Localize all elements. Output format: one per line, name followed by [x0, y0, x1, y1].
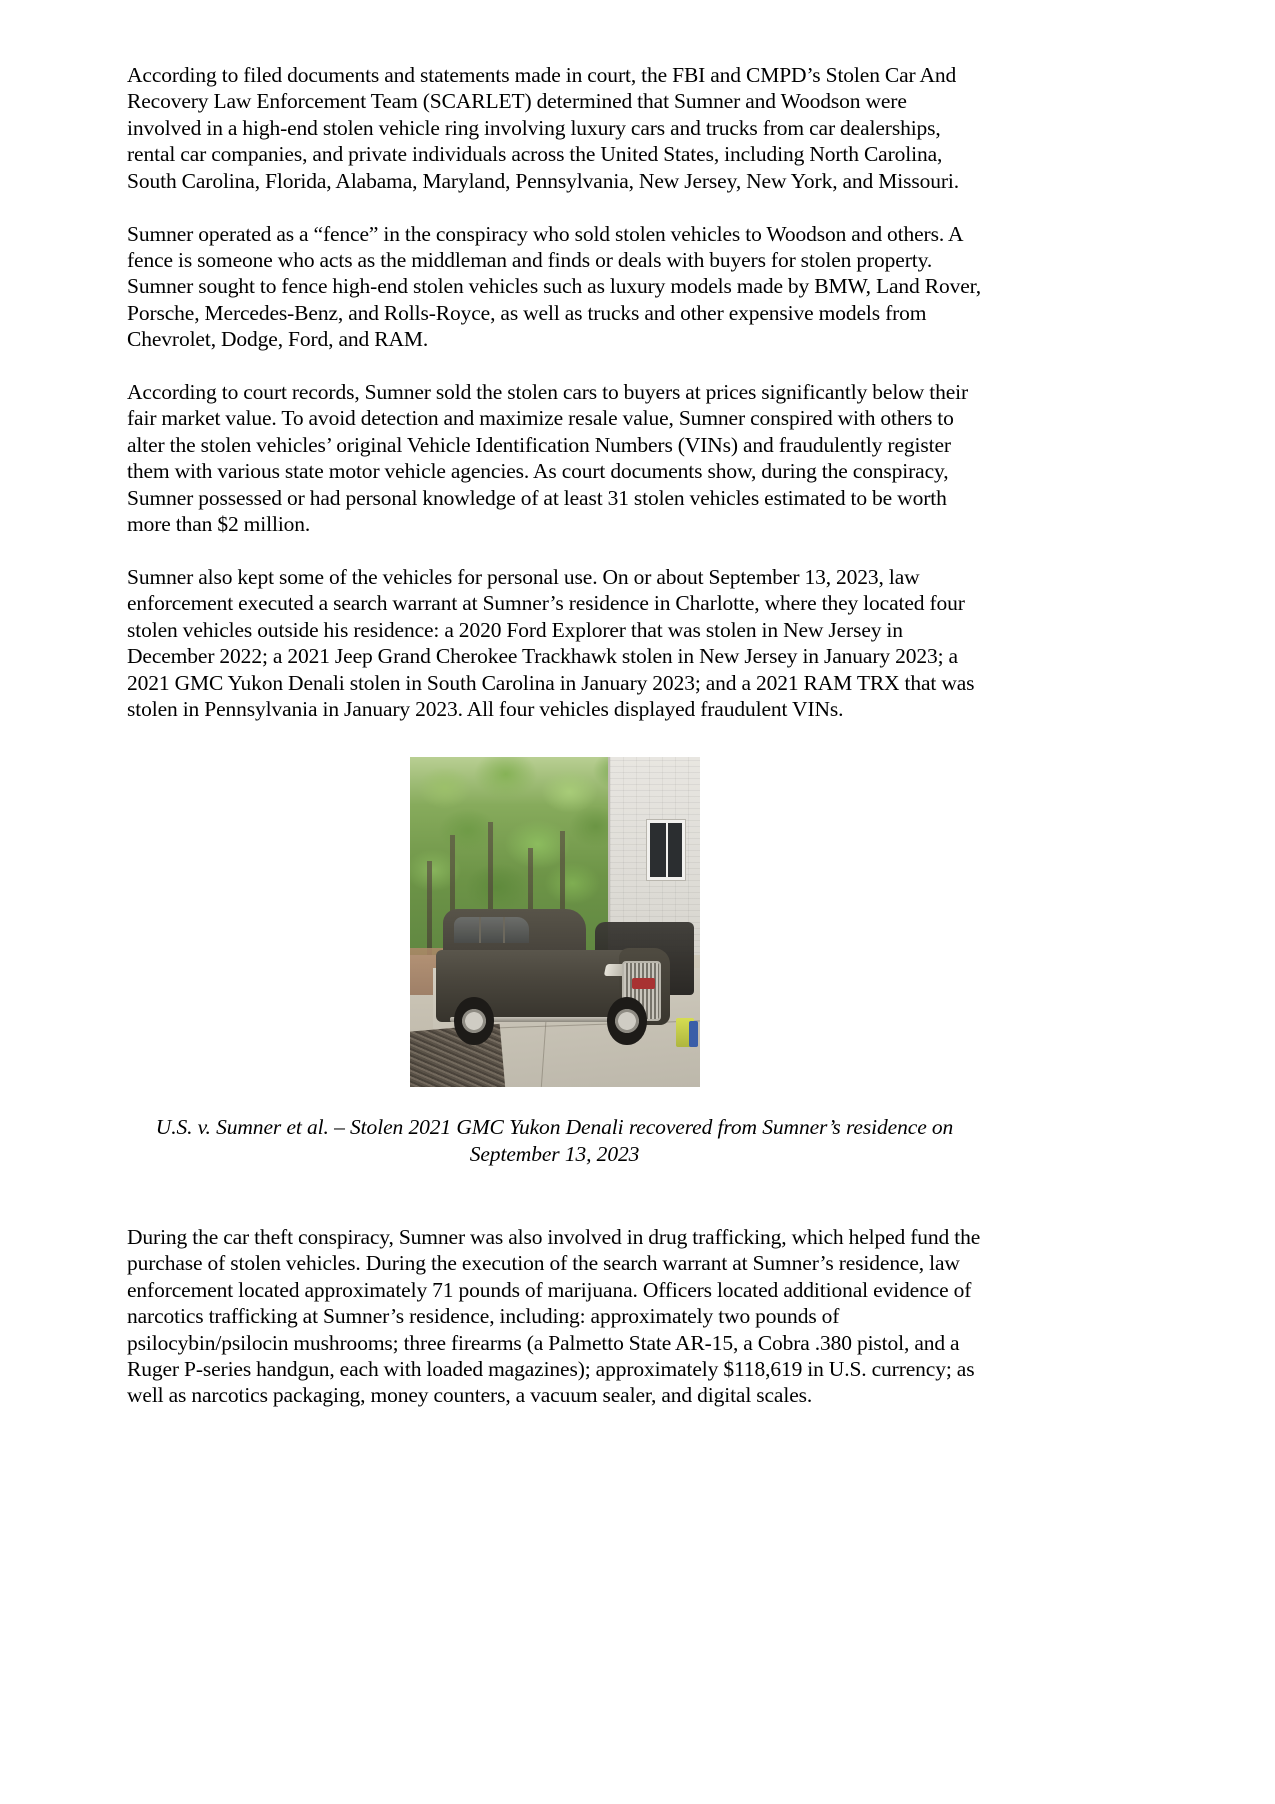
rear-wheel — [454, 997, 493, 1044]
figure-bottom-spacer — [127, 1168, 982, 1224]
paragraph-4: Sumner also kept some of the vehicles for personal use. On or about September 13, 2023, law enforcement executed a search warrant at Sumner’s residence in Charlotte, where they located four stolen vehicles outside his residence: a 2020 Ford Explorer that was stolen in New Jersey in December 2022; a 2021 Jeep Grand Cherokee Trackhawk stolen in New Jersey in January 2023; a 2021 GMC Yukon Denali stolen in South Carolina in January 2023; and a 2021 RAM TRX that was stolen in Pennsylvania in January 2023. All four vehicles displayed fraudulent VINs. — [127, 565, 975, 722]
house-window — [647, 820, 685, 880]
suv-windows — [454, 917, 529, 943]
evidence-photo — [410, 757, 700, 1087]
paragraph-3: According to court records, Sumner sold the stolen cars to buyers at prices significantly below their fair market value. To avoid detection and maximize resale value, Sumner conspired with others to alter the stolen vehicles’ original Vehicle Identification Numbers (VINs) and fraudulently register them with various state motor vehicle agencies. As court documents show, during the conspiracy, Sumner possessed or had personal knowledge of at least 31 stolen vehicles estimated to be worth more than $2 million. — [127, 380, 969, 537]
figure-caption: U.S. v. Sumner et al. – Stolen 2021 GMC Yukon Denali recovered from Sumner’s residence on September 13, 2023 — [155, 1114, 954, 1166]
figure-block — [127, 749, 982, 1168]
paragraph-1: According to filed documents and statements made in court, the FBI and CMPD’s Stolen Car And Recovery Law Enforcement Team (SCARLET) determined that Sumner and Woodson were involved in a high-end stolen vehicle ring involving luxury cars and trucks from car dealerships, rental car companies, and private individuals across the United States, including North Carolina, South Carolina, Florida, Alabama, Maryland, Pennsylvania, New Jersey, New York, and Missouri. — [127, 63, 959, 193]
photo-content — [410, 757, 700, 1087]
gmc-badge — [632, 978, 655, 989]
paragraph-5: During the car theft conspiracy, Sumner was also involved in drug trafficking, which helped fund the purchase of stolen vehicles. During the execution of the search warrant at Sumner’s residence, law enforcement located approximately 71 pounds of marijuana. Officers located additional evidence of narcotics trafficking at Sumner’s residence, including: approximately two pounds of psilocybin/psilocin mushrooms; three firearms (a Palmetto State AR-15, a Cobra .380 pistol, and a Ruger P-series handgun, each with loaded magazines); approximately $118,619 in U.S. currency; as well as narcotics packaging, money counters, a vacuum sealer, and digital scales. — [127, 1224, 981, 1408]
document-body — [127, 62, 982, 1409]
front-wheel — [607, 997, 646, 1044]
blue-container — [689, 1021, 698, 1047]
gmc-yukon-denali — [436, 909, 668, 1048]
paragraph-2: Sumner operated as a “fence” in the conspiracy who sold stolen vehicles to Woodson and others. A fence is someone who acts as the middleman and finds or deals with buyers for stolen property. Sumner sought to fence high-end stolen vehicles such as luxury models made by BMW, Land Rover, Porsche, Mercedes-Benz, and Rolls-Royce, as well as trucks and other expensive models from Chevrolet, Dodge, Ford, and RAM. — [127, 221, 982, 352]
